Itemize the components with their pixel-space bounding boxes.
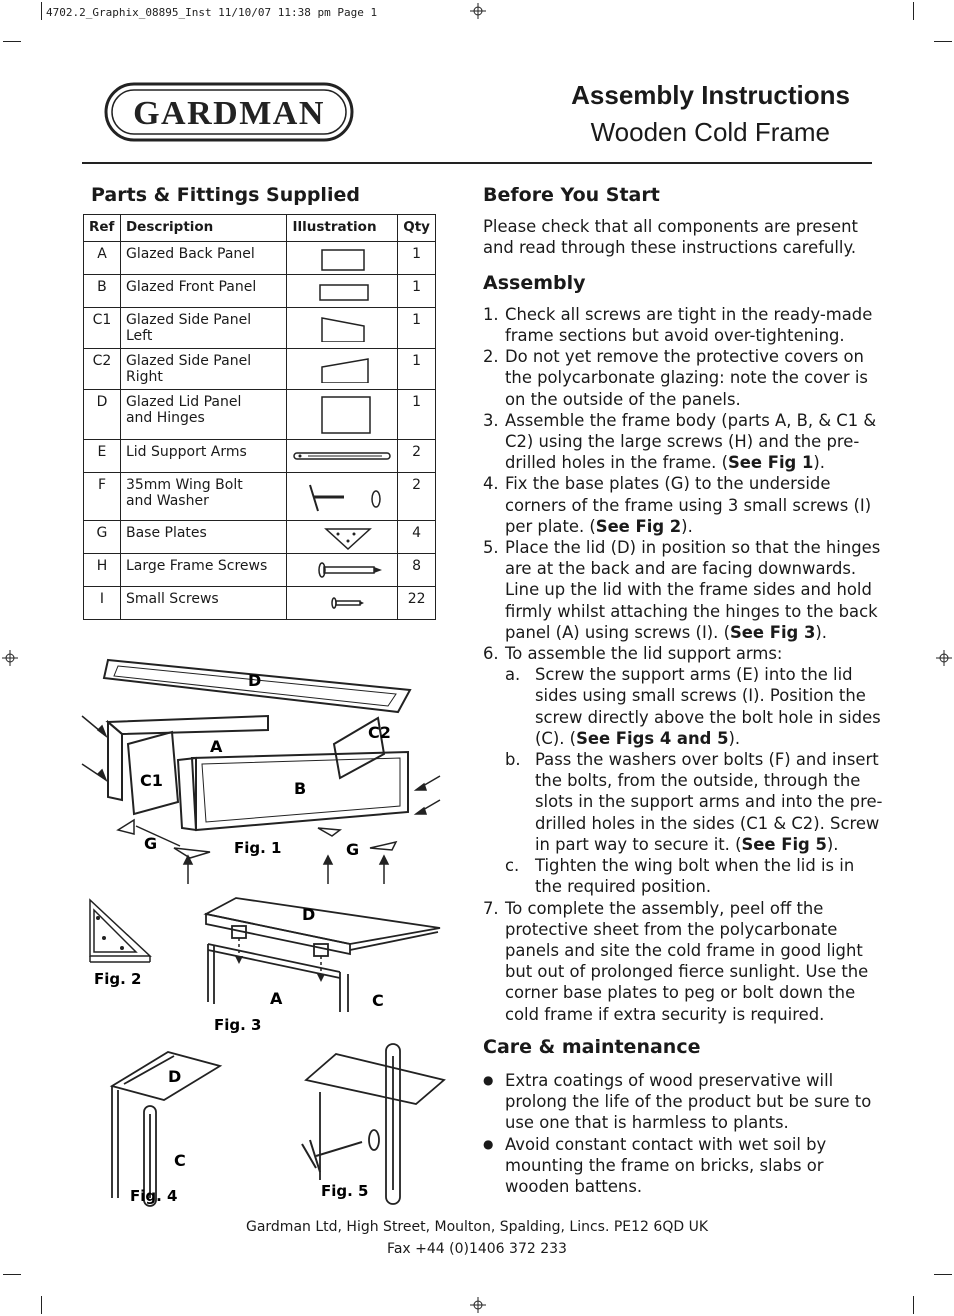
parts-row xyxy=(84,554,436,587)
figure-reference: See Fig 2 xyxy=(595,516,682,536)
fig1-label-b: B xyxy=(294,779,307,798)
fig3-label-a: A xyxy=(270,989,283,1008)
parts-row xyxy=(84,390,436,440)
fig3-caption: Fig. 3 xyxy=(214,1016,262,1034)
part-description: Small Screws xyxy=(120,587,286,620)
part-ref: D xyxy=(84,390,121,440)
figure-reference: See Figs 4 and 5 xyxy=(576,728,729,748)
fig1-label-g-left: G xyxy=(144,834,158,853)
part-qty: 22 xyxy=(398,587,436,620)
col-illustration: Illustration xyxy=(287,215,398,242)
part-description: Lid Support Arms xyxy=(120,440,286,473)
assembly-substeps xyxy=(505,664,883,897)
part-ref: C1 xyxy=(84,308,121,349)
part-qty: 1 xyxy=(398,308,436,349)
assembly-step: 5. Place the lid (D) in position so that the hinges are at the back and are facing downwards. Line up the lid with the frame sides and hold firmly whilst attaching the hinges to the back panel (A) using screws (I). (See Fig 3). xyxy=(483,538,881,642)
figure-1 xyxy=(78,652,448,892)
before-heading: Before You Start xyxy=(483,184,660,206)
page-title: Assembly Instructions xyxy=(571,80,850,110)
assembly-step: 7. To complete the assembly, peel off the protective sheet from the polycarbonate panels and site the cold frame in good light but out of prolonged fierce sunlight. Use the corner base plates to peg or bolt down the cold frame if extra security is required. xyxy=(483,898,869,1024)
registration-mark xyxy=(470,1297,486,1313)
part-qty: 1 xyxy=(398,349,436,390)
figure-2 xyxy=(84,896,164,992)
part-qty: 1 xyxy=(398,390,436,440)
fig1-label-g-right: G xyxy=(346,840,360,859)
figure-reference: See Fig 1 xyxy=(728,453,814,473)
part-qty: 1 xyxy=(398,242,436,275)
part-qty: 2 xyxy=(398,440,436,473)
before-text: Please check that all components are present and read through these instructions carefully. xyxy=(483,217,858,258)
registration-mark xyxy=(2,650,18,666)
figure-3 xyxy=(200,892,450,1042)
registration-mark xyxy=(470,3,486,19)
part-qty: 8 xyxy=(398,554,436,587)
part-ref: B xyxy=(84,275,121,308)
support-arm-icon xyxy=(287,440,398,473)
figure-5 xyxy=(296,1040,446,1210)
part-ref: A xyxy=(84,242,121,275)
figure-reference: See Fig 3 xyxy=(730,622,816,642)
part-ref: C2 xyxy=(84,349,121,390)
fig1-label-a: A xyxy=(210,737,223,756)
part-description: Glazed Side Panel Right xyxy=(120,349,286,390)
assembly-substep: c. Tighten the wing bolt when the lid is in the required position. xyxy=(505,856,855,897)
parts-row xyxy=(84,521,436,554)
parts-row xyxy=(84,349,436,390)
parts-row xyxy=(84,275,436,308)
parts-row xyxy=(84,440,436,473)
page-subtitle: Wooden Cold Frame xyxy=(590,117,830,147)
crop-mark xyxy=(41,1296,42,1314)
fig2-caption: Fig. 2 xyxy=(94,970,142,988)
care-item: ● Avoid constant contact with wet soil by mounting the frame on bricks, slabs or wooden battens. xyxy=(483,1134,883,1198)
col-description: Description xyxy=(120,215,286,242)
care-list xyxy=(483,1070,883,1197)
part-description: Glazed Lid Panel and Hinges xyxy=(120,390,286,440)
fig1-label-c2: C2 xyxy=(368,723,391,742)
part-ref: F xyxy=(84,473,121,521)
part-ref: H xyxy=(84,554,121,587)
parts-row xyxy=(84,308,436,349)
figure-reference: See Fig 5 xyxy=(741,834,827,854)
print-slug: 4702.2_Graphix_08895_Inst 11/10/07 11:38 pm Page 1 xyxy=(46,6,378,19)
parts-row xyxy=(84,473,436,521)
part-qty: 1 xyxy=(398,275,436,308)
fig3-label-c: C xyxy=(372,991,384,1010)
part-description: Large Frame Screws xyxy=(120,554,286,587)
large-screw-icon xyxy=(287,554,398,587)
footer-address: Gardman Ltd, High Street, Moulton, Spalding, Lincs. PE12 6QD UK xyxy=(245,1219,708,1235)
part-ref: E xyxy=(84,440,121,473)
fig1-label-d: D xyxy=(248,671,262,690)
parts-row xyxy=(84,242,436,275)
footer xyxy=(0,1216,954,1260)
assembly-step: 3. Assemble the frame body (parts A, B, & C1 & C2) using the large screws (H) and the pre-drilled holes in the frame. (See Fig 1). xyxy=(483,410,877,473)
lid-panel-icon xyxy=(287,390,398,440)
assembly-step: 2. Do not yet remove the protective covers on the polycarbonate glazing: note the cover is on the outside of the panels. xyxy=(483,347,868,409)
fig1-label-c1: C1 xyxy=(140,771,163,790)
gardman-logo xyxy=(104,82,354,142)
svg-text:GARDMAN: GARDMAN xyxy=(133,95,325,132)
fig1-caption: Fig. 1 xyxy=(234,839,282,857)
base-plate-icon xyxy=(287,521,398,554)
fig4-label-d: D xyxy=(168,1067,182,1086)
crop-mark xyxy=(913,2,914,20)
part-description: Base Plates xyxy=(120,521,286,554)
col-qty: Qty xyxy=(398,215,436,242)
crop-mark xyxy=(934,1274,952,1275)
care-heading: Care & maintenance xyxy=(483,1035,701,1058)
fig4-caption: Fig. 4 xyxy=(130,1187,178,1205)
header-rule xyxy=(82,162,872,164)
col-ref: Ref xyxy=(84,215,121,242)
side-left-icon xyxy=(287,308,398,349)
part-description: Glazed Back Panel xyxy=(120,242,286,275)
assembly-step: 6. To assemble the lid support arms: a. Screw the support arms (E) into the lid sides using small screws (I). Position the screw directly above the bolt hole in sides (C). (See Figs 4 and 5). b. Pass the washers over bolts (F) and insert the bolts, from the outside, through the slots in the support arms and into the pre-drilled holes in the sides (C1 & C2). Screw in part way to secure it. (See Fig 5). c. Tighten the wing bolt when the lid is in the required position. xyxy=(483,644,883,897)
part-description: 35mm Wing Bolt and Washer xyxy=(120,473,286,521)
crop-mark xyxy=(913,1296,914,1314)
back-panel-icon xyxy=(287,242,398,275)
side-right-icon xyxy=(287,349,398,390)
fig3-label-d: D xyxy=(302,905,316,924)
part-qty: 4 xyxy=(398,521,436,554)
instructions-column xyxy=(483,185,883,1197)
registration-mark xyxy=(936,650,952,666)
small-screw-icon xyxy=(287,587,398,620)
assembly-step: 1. Check all screws are tight in the ready-made frame sections but avoid over-tightening. xyxy=(483,304,873,346)
parts-table xyxy=(83,214,436,620)
part-qty: 2 xyxy=(398,473,436,521)
part-ref: G xyxy=(84,521,121,554)
assembly-substep: a. Screw the support arms (E) into the lid sides using small screws (I). Position the screw directly above the bolt hole in sides (C). (See Figs 4 and 5). xyxy=(505,665,881,748)
part-ref: I xyxy=(84,587,121,620)
assembly-substep: b. Pass the washers over bolts (F) and insert the bolts, from the outside, through the slots in the support arms and into the pre-drilled holes in the sides (C1 & C2). Screw in part way to secure it. (See Fig 5). xyxy=(505,750,883,854)
figure-4 xyxy=(104,1048,224,1208)
footer-fax: Fax +44 (0)1406 372 233 xyxy=(387,1241,567,1257)
care-item: ● Extra coatings of wood preservative will prolong the life of the product but be sure to use one that is harmless to plants. xyxy=(483,1070,883,1134)
crop-mark xyxy=(41,2,42,20)
assembly-step: 4. Fix the base plates (G) to the underside corners of the frame using 3 small screws (I) per plate. (See Fig 2). xyxy=(483,474,872,536)
front-panel-icon xyxy=(287,275,398,308)
crop-mark xyxy=(3,41,21,42)
parts-row xyxy=(84,587,436,620)
parts-heading: Parts & Fittings Supplied xyxy=(91,184,360,206)
wing-bolt-icon xyxy=(287,473,398,521)
crop-mark xyxy=(934,41,952,42)
assembly-steps xyxy=(483,304,883,1025)
crop-mark xyxy=(3,1274,21,1275)
part-description: Glazed Front Panel xyxy=(120,275,286,308)
assembly-heading: Assembly xyxy=(483,271,586,294)
fig4-label-c: C xyxy=(174,1151,186,1170)
part-description: Glazed Side Panel Left xyxy=(120,308,286,349)
fig5-caption: Fig. 5 xyxy=(321,1182,369,1200)
